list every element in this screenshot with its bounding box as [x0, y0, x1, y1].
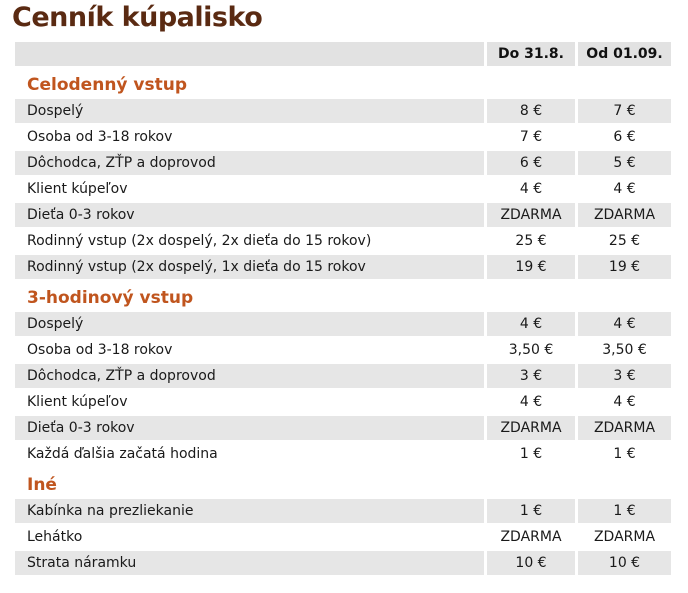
table-row — [15, 499, 671, 525]
table-row — [15, 203, 671, 229]
table-row — [15, 338, 671, 364]
row-label: Dospelý — [15, 312, 484, 338]
price-until-31-8: 4 € — [487, 312, 575, 338]
price-from-01-09: ZDARMA — [578, 525, 671, 551]
price-from-01-09: 25 € — [578, 229, 671, 255]
table-row — [15, 312, 671, 338]
section-title: Iné — [15, 468, 671, 499]
row-label: Kabínka na prezliekanie — [15, 499, 484, 525]
price-from-01-09: 7 € — [578, 99, 671, 125]
table-row — [15, 442, 671, 468]
price-from-01-09: 5 € — [578, 151, 671, 177]
price-until-31-8: 10 € — [487, 551, 575, 577]
row-label: Klient kúpeľov — [15, 177, 484, 203]
price-until-31-8: 4 € — [487, 177, 575, 203]
price-until-31-8: 8 € — [487, 99, 575, 125]
price-table — [15, 42, 671, 577]
price-until-31-8: ZDARMA — [487, 416, 575, 442]
header-blank-cell — [15, 42, 484, 68]
price-until-31-8: 7 € — [487, 125, 575, 151]
column-header-from-01-09: Od 01.09. — [578, 42, 671, 68]
row-label: Osoba od 3-18 rokov — [15, 125, 484, 151]
price-from-01-09: 1 € — [578, 442, 671, 468]
row-label: Dôchodca, ZŤP a doprovod — [15, 364, 484, 390]
table-row — [15, 255, 671, 281]
row-label: Strata náramku — [15, 551, 484, 577]
table-row — [15, 125, 671, 151]
price-from-01-09: 1 € — [578, 499, 671, 525]
row-label: Rodinný vstup (2x dospelý, 2x dieťa do 15 rokov) — [15, 229, 484, 255]
table-row — [15, 151, 671, 177]
price-until-31-8: 1 € — [487, 499, 575, 525]
price-until-31-8: 6 € — [487, 151, 575, 177]
price-until-31-8: ZDARMA — [487, 525, 575, 551]
price-until-31-8: 4 € — [487, 390, 575, 416]
price-from-01-09: 4 € — [578, 390, 671, 416]
header-row — [15, 42, 671, 68]
price-from-01-09: 4 € — [578, 312, 671, 338]
page-title: Cenník kúpalisko — [12, 2, 263, 33]
row-label: Rodinný vstup (2x dospelý, 1x dieťa do 15 rokov — [15, 255, 484, 281]
price-until-31-8: 3 € — [487, 364, 575, 390]
section-title: 3-hodinový vstup — [15, 281, 671, 312]
price-from-01-09: 3 € — [578, 364, 671, 390]
table-row — [15, 99, 671, 125]
table-row — [15, 364, 671, 390]
section-header — [15, 468, 671, 499]
price-from-01-09: ZDARMA — [578, 203, 671, 229]
row-label: Dieťa 0-3 rokov — [15, 203, 484, 229]
price-from-01-09: 3,50 € — [578, 338, 671, 364]
row-label: Lehátko — [15, 525, 484, 551]
table-row — [15, 525, 671, 551]
column-header-until-31-8: Do 31.8. — [487, 42, 575, 68]
price-until-31-8: 1 € — [487, 442, 575, 468]
price-from-01-09: ZDARMA — [578, 416, 671, 442]
section-header — [15, 281, 671, 312]
row-label: Osoba od 3-18 rokov — [15, 338, 484, 364]
price-from-01-09: 6 € — [578, 125, 671, 151]
price-from-01-09: 4 € — [578, 177, 671, 203]
row-label: Dospelý — [15, 99, 484, 125]
table-row — [15, 229, 671, 255]
section-header — [15, 68, 671, 99]
price-until-31-8: 25 € — [487, 229, 575, 255]
row-label: Každá ďalšia začatá hodina — [15, 442, 484, 468]
section-title: Celodenný vstup — [15, 68, 671, 99]
row-label: Dôchodca, ZŤP a doprovod — [15, 151, 484, 177]
table-row — [15, 416, 671, 442]
price-until-31-8: 19 € — [487, 255, 575, 281]
price-until-31-8: ZDARMA — [487, 203, 575, 229]
table-row — [15, 551, 671, 577]
row-label: Dieťa 0-3 rokov — [15, 416, 484, 442]
row-label: Klient kúpeľov — [15, 390, 484, 416]
table-row — [15, 390, 671, 416]
price-from-01-09: 19 € — [578, 255, 671, 281]
table-row — [15, 177, 671, 203]
price-until-31-8: 3,50 € — [487, 338, 575, 364]
price-from-01-09: 10 € — [578, 551, 671, 577]
